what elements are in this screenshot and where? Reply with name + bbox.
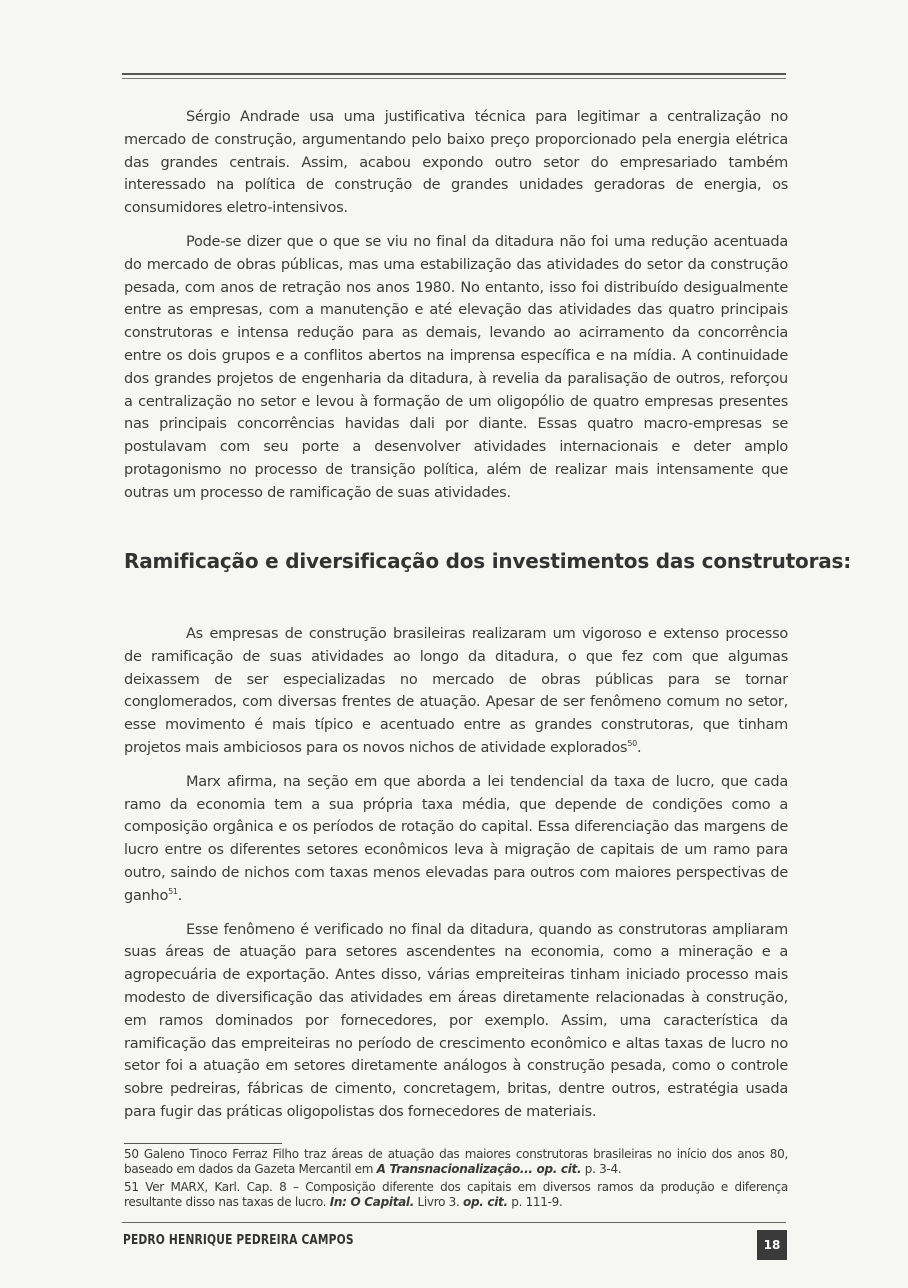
header-rule [122, 73, 786, 79]
paragraph-1: Sérgio Andrade usa uma justificativa técnica para legitimar a centralização no mercado de construção, argumentando pelo baixo preço proporcionado pela energia elétrica das grandes centrais. Assim, acabou expondo outro setor do empresariado também interessado na política de construção de grandes unidades geradoras de energia, os consumidores eletro-intensivos. [124, 109, 788, 217]
footnote-50-title: A Transnacionalização... op. cit. [376, 1162, 582, 1176]
body-text-top [124, 106, 788, 505]
paragraph-4-text: Marx afirma, na seção em que aborda a lei tendencial da taxa de lucro, que cada ramo da economia tem a sua própria taxa média, que depende de condições como a composição orgânica e os períodos de rotação do capital. Essa diferenciação das margens de lucro entre os diferentes setores econômicos leva à migração de capitais de um ramo para outro, saindo de nichos com taxas menos elevadas para outros com maiores perspectivas de ganho [124, 773, 788, 904]
footnote-ref-50[interactable]: 50 [627, 739, 638, 749]
paragraph-4-end: . [177, 887, 183, 904]
paragraph-4 [124, 771, 788, 908]
footnote-51 [124, 1180, 788, 1210]
body-text-bottom [124, 623, 788, 1124]
footnote-ref-51[interactable]: 51 [168, 886, 178, 896]
page-number: 18 [757, 1230, 787, 1260]
footnote-50 [124, 1147, 788, 1177]
footnote-separator [124, 1143, 282, 1144]
footnote-51-opcit: op. cit. [463, 1195, 508, 1209]
footnotes [124, 1147, 788, 1210]
paragraph-3-text: As empresas de construção brasileiras realizaram um vigoroso e extenso processo de ramificação de suas atividades ao longo da ditadura, o que fez com que algumas deixassem de ser especializadas no mercado de obras públicas para se tornar conglomerados, com diversas frentes de atuação. Apesar de ser fenômeno comum no setor, esse movimento é mais típico e acentuado entre as grandes construtoras, que tinham projetos mais ambiciosos para os novos nichos de atividade explorados [124, 626, 788, 756]
footer-rule [122, 1222, 786, 1223]
footnote-50-text: 50 Galeno Tinoco Ferraz Filho traz áreas de atuação das maiores construtoras brasileiras no início dos anos 80, baseado em dados da Gazeta Mercantil em [124, 1147, 788, 1176]
footnote-51-text: 51 Ver MARX, Karl. Cap. 8 – Composição diferente dos capitais em diversos ramos da produção e diferença resultante disso nas taxas de lucro. [124, 1180, 788, 1209]
section-heading: Ramificação e diversificação dos investimentos das construtoras: [124, 549, 852, 573]
paragraph-3-end: . [637, 739, 642, 756]
footnote-50-end: p. 3-4. [581, 1162, 622, 1176]
paragraph-5: Esse fenômeno é verificado no final da ditadura, quando as construtoras ampliaram suas áreas de atuação para setores ascendentes na economia, como a mineração e a agropecuária de exportação. Antes disso, várias empreiteiras tinham iniciado processo mais modesto de diversificação das atividades em áreas diretamente relacionadas à construção, em ramos dominados por fornecedores, por exemplo. Assim, uma característica da ramificação das empreiteiras no período de crescimento econômico e altas taxas de lucro no setor foi a atuação em setores diretamente análogos à construção pesada, como o controle sobre pedreiras, fábricas de cimento, concretagem, britas, dentre outros, estratégia usada para fugir das práticas oligopolistas dos fornecedores de materiais. [124, 921, 788, 1120]
footer-author: PEDRO HENRIQUE PEDREIRA CAMPOS [123, 1233, 354, 1248]
footnote-51-end: p. 111-9. [507, 1195, 563, 1209]
footnote-51-mid: Livro 3. [414, 1195, 464, 1209]
footnote-51-title: In: O Capital. [329, 1195, 414, 1209]
paragraph-3 [124, 623, 788, 760]
paragraph-2: Pode-se dizer que o que se viu no final da ditadura não foi uma redução acentuada do mercado de obras públicas, mas uma estabilização das atividades do setor da construção pesada, com anos de retração nos anos 1980. No entanto, isso foi distribuído desigualmente entre as empresas, com a manutenção e até elevação das atividades das quatro principais construtoras e intensa redução para as demais, levando ao acirramento da concorrência entre os dois grupos e a conflitos abertos na imprensa específica e na mídia. A continuidade dos grandes projetos de engenharia da ditadura, à revelia da paralisação de outros, reforçou a centralização no setor e levou à formação de um oligopólio de quatro empresas presentes nas principais concorrências havidas dali por diante. Essas quatro macro-empresas se postulavam com seu porte a desenvolver atividades internacionais e deter amplo protagonismo no processo de transição política, além de realizar mais intensamente que outras um processo de ramificação de suas atividades. [124, 233, 788, 501]
